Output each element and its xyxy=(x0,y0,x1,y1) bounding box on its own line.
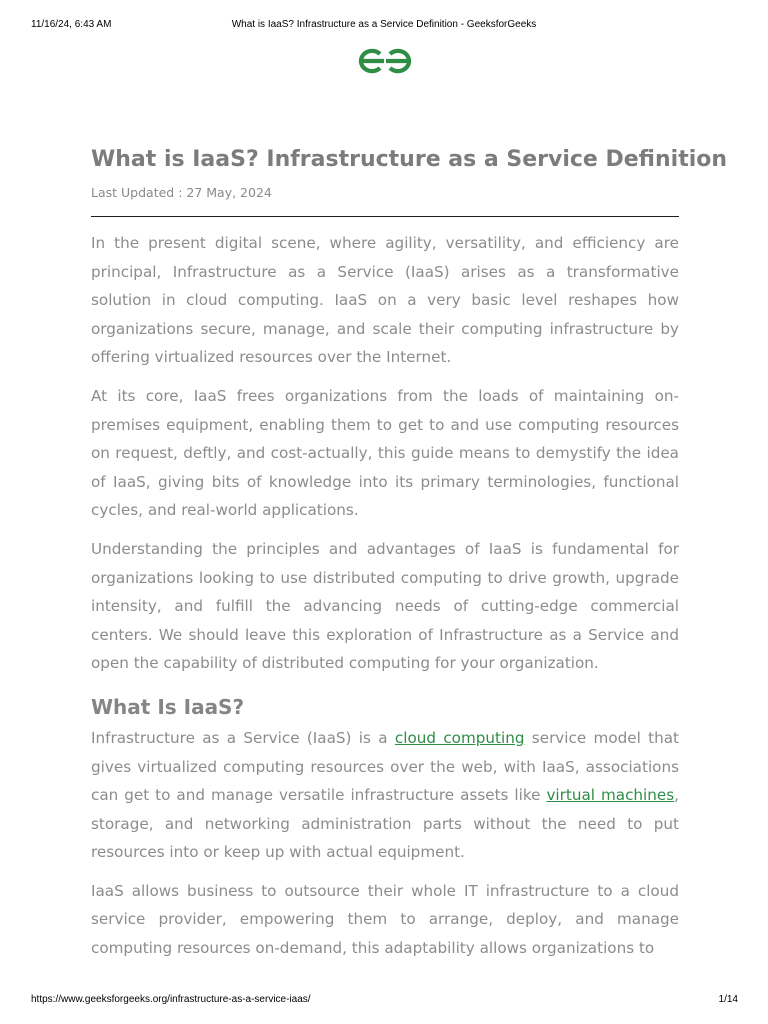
cloud-computing-link[interactable]: cloud computing xyxy=(394,728,525,747)
section-paragraph-1-text-b: service model that gives virtualized computing resources over the web, with IaaS, associations can get to and manage versatile infrastructure assets like xyxy=(91,728,679,805)
intro-paragraph-3: Understanding the principles and advantages of IaaS is fundamental for organizations looking to use distributed computing to drive growth, upgrade intensity, and fulfill the advancing needs of cutting-edge commercial centers. We should leave this exploration of Infrastructure as a Service and open the capability of distributed computing for your organization. xyxy=(91,539,679,673)
print-url: https://www.geeksforgeeks.org/infrastructure-as-a-service-iaas/ xyxy=(31,994,311,1005)
print-footer xyxy=(0,994,768,1008)
print-page-number: 1/14 xyxy=(718,994,738,1005)
article xyxy=(91,140,728,963)
section-paragraph-1 xyxy=(91,724,679,867)
section-paragraph-2: IaaS allows business to outsource their whole IT infrastructure to a cloud service provider, empowering them to arrange, deploy, and manage computing resources on-demand, this adaptability allows organizations to xyxy=(91,881,679,958)
last-updated: Last Updated : 27 May, 2024 xyxy=(91,185,272,200)
geeksforgeeks-logo-icon[interactable] xyxy=(356,45,414,77)
section-paragraph-1-text-c: , storage, and networking administration parts without the need to put resources into or keep up with actual equipment. xyxy=(91,786,679,862)
print-datetime: 11/16/24, 6:43 AM xyxy=(31,19,112,30)
article-title: What is IaaS? Infrastructure as a Service Definition xyxy=(91,147,728,172)
virtual-machines-link[interactable]: virtual machines xyxy=(546,786,675,805)
intro-paragraph-2: At its core, IaaS frees organizations from the loads of maintaining on-premises equipment, enabling them to get to and use computing resources on request, deftly, and cost-actually, this guide means to demystify the idea of IaaS, giving bits of knowledge into its primary terminologies, functional cycles, and real-world applications. xyxy=(91,386,679,520)
section-heading: What Is IaaS? xyxy=(91,694,245,719)
intro-paragraph-1: In the present digital scene, where agility, versatility, and efficiency are principal, Infrastructure as a Service (IaaS) arises as a transformative solution in cloud computing. IaaS on a very basic level reshapes how organizations secure, manage, and scale their computing infrastructure by offering virtualized resources over the Internet. xyxy=(91,234,679,367)
section-paragraph-1-text-a: Infrastructure as a Service (IaaS) is a xyxy=(91,728,395,747)
title-divider xyxy=(91,216,679,217)
print-header xyxy=(0,19,768,33)
print-page-title: What is IaaS? Infrastructure as a Service Definition - GeeksforGeeks xyxy=(231,19,537,30)
